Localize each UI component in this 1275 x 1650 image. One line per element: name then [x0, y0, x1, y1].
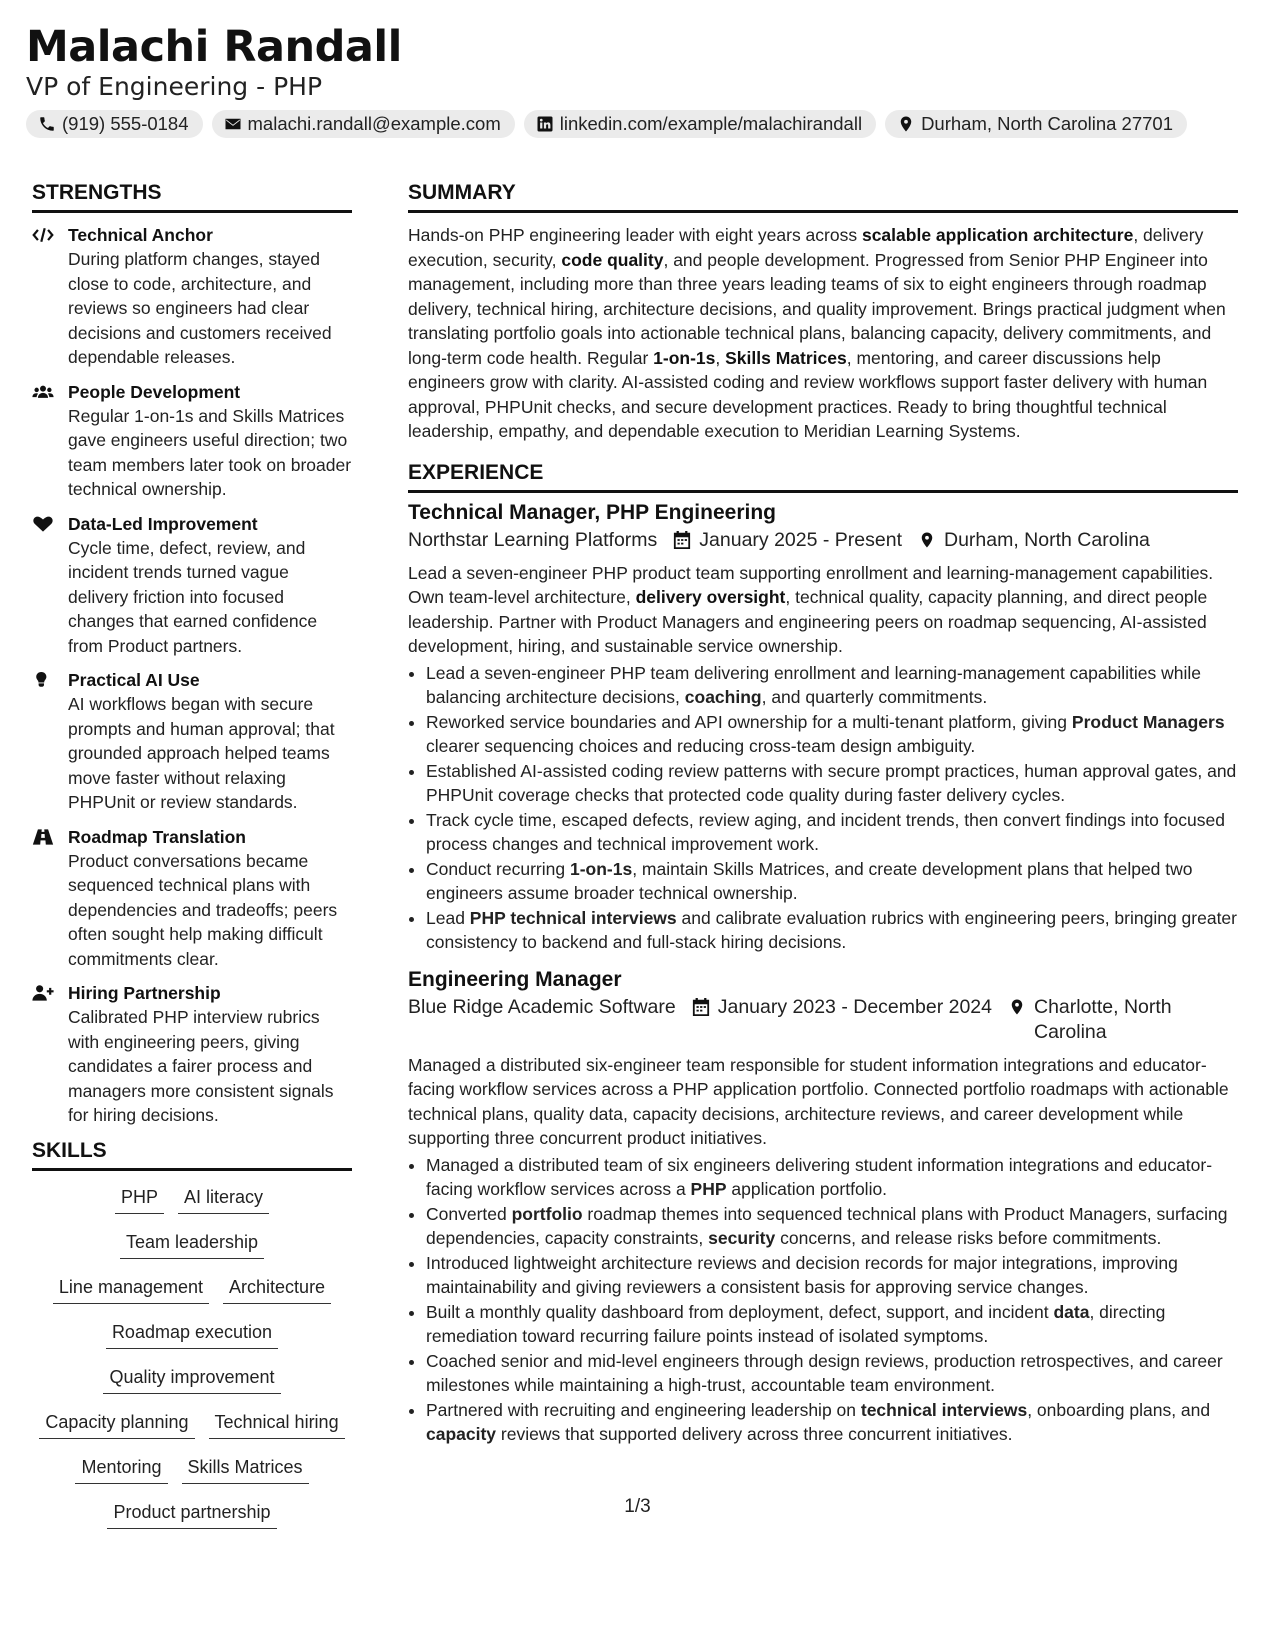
job-description: Managed a distributed six-engineer team responsible for student information integrations and educator-facing workflow services across a PHP application portfolio. Connected portfolio roadmaps with actionable technical plans, quality data, capacity decisions, architecture reviews, and career development while supporting three concurrent product initiatives.	[408, 1054, 1229, 1148]
job-location: Durham, North Carolina	[943, 528, 1150, 551]
job-location: Charlotte, North Carolina	[1033, 995, 1172, 1043]
job-entry	[408, 499, 1238, 954]
job-meta	[408, 528, 1238, 553]
experience-heading: EXPERIENCE	[408, 460, 1238, 493]
strength-title: Roadmap Translation	[68, 826, 246, 847]
job-bullet: • Converted portfolio roadmap themes into sequenced technical plans with Product Managers, surfacing dependencies, capacity constraints, security concerns, and release risks before commitments.	[426, 1202, 1238, 1250]
strength-desc: AI workflows began with secure prompts and human approval; that grounded approach helped teams move faster without relaxing PHPUnit or review standards.	[68, 694, 335, 812]
skill-tag: Quality improvement	[103, 1365, 280, 1394]
map-pin-icon	[897, 115, 915, 133]
strengths-heading: STRENGTHS	[32, 180, 352, 213]
strength-title: Data-Led Improvement	[68, 513, 258, 534]
right-column	[408, 180, 1238, 1447]
user-plus-icon	[32, 984, 54, 1002]
job-bullet: • Conduct recurring 1-on-1s, maintain Skills Matrices, and create development plans that helped two engineers assume broader technical ownership.	[426, 857, 1238, 905]
map-pin-icon	[918, 530, 936, 550]
strength-desc: Regular 1-on-1s and Skills Matrices gave engineers useful direction; two team members later took on broader technical ownership.	[68, 405, 352, 499]
envelope-icon	[224, 115, 242, 133]
skill-tag: Team leadership	[120, 1230, 264, 1259]
job-bullet: • Lead PHP technical interviews and calibrate evaluation rubrics with engineering peers, bringing greater consistency to backend and full-stack hiring decisions.	[426, 906, 1238, 954]
strength-title: People Development	[68, 381, 241, 402]
skill-tag: Mentoring	[75, 1455, 167, 1484]
calendar-icon	[673, 530, 691, 550]
job-company: Blue Ridge Academic Software	[408, 995, 676, 1018]
job-title: Technical Manager, PHP Engineering	[408, 500, 776, 524]
contact-phone-text: (919) 555-0184	[62, 113, 189, 134]
contact-phone[interactable]	[26, 110, 203, 138]
job-bullet: • Track cycle time, escaped defects, review aging, and incident trends, then convert findings into focused process changes and technical improvement work.	[426, 808, 1238, 856]
strength-title: Technical Anchor	[68, 225, 213, 245]
skill-tag: Product partnership	[107, 1500, 276, 1529]
code-icon	[32, 226, 54, 244]
strength-desc: Calibrated PHP interview rubrics with engineering peers, giving candidates a fairer process and managers more consistent signals for hiring decisions.	[68, 1007, 334, 1125]
summary-heading: SUMMARY	[408, 180, 1238, 213]
strength-desc: During platform changes, stayed close to code, architecture, and reviews so engineers had clear decisions and customers received dependable releases.	[68, 249, 332, 367]
summary-text: Hands-on PHP engineering leader with eight years across scalable application architecture, delivery execution, security, code quality, and people development. Progressed from Senior PHP Engineer into management, including more than three years leading teams of six to eight engineers through roadmap delivery, technical hiring, architecture decisions, and quality improvement. Brings practical judgment when translating portfolio goals into actionable technical plans, balancing capacity, delivery commitments, and long-term code health. Regular 1-on-1s, Skills Matrices, mentoring, and career discussions help engineers grow with clarity. AI-assisted coding and review workflows support faster delivery with human approval, PHPUnit checks, and secure development practices. Ready to bring thoughtful technical leadership, empathy, and dependable execution to Meridian Learning Systems.	[408, 225, 1226, 441]
job-meta	[408, 995, 1238, 1045]
job-bullet: • Partnered with recruiting and engineering leadership on technical interviews, onboarding plans, and capacity reviews that supported delivery across three concurrent initiatives.	[426, 1398, 1238, 1446]
contact-linkedin-text: linkedin.com/example/malachirandall	[559, 113, 863, 134]
candidate-title: VP of Engineering - PHP	[26, 72, 323, 101]
contact-bar	[26, 110, 1248, 138]
lightbulb-icon	[32, 671, 54, 689]
skill-tag: Line management	[53, 1275, 209, 1304]
phone-icon	[38, 115, 56, 133]
skills-heading: SKILLS	[32, 1138, 352, 1171]
contact-email[interactable]	[212, 110, 515, 138]
job-company: Northstar Learning Platforms	[408, 528, 658, 551]
strength-title: Practical AI Use	[68, 670, 200, 690]
job-title: Engineering Manager	[408, 967, 622, 991]
skill-tag: PHP	[115, 1185, 164, 1214]
strength-item	[32, 825, 352, 972]
strength-title: Hiring Partnership	[68, 983, 221, 1003]
contact-linkedin[interactable]	[524, 110, 876, 138]
job-bullets	[408, 1153, 1238, 1446]
job-bullet: • Established AI-assisted coding review patterns with secure prompt practices, human approval gates, and PHPUnit coverage checks that protected code quality during faster delivery cycles.	[426, 759, 1238, 807]
strength-item	[32, 380, 352, 502]
job-dates: January 2023 - December 2024	[717, 995, 992, 1018]
map-pin-icon	[1008, 997, 1026, 1017]
job-bullet: • Coached senior and mid-level engineers through design reviews, production retrospectives, and career milestones while maintaining a high-trust, accountable team environment.	[426, 1349, 1238, 1397]
contact-location[interactable]	[885, 110, 1187, 138]
job-bullet: • Built a monthly quality dashboard from deployment, defect, support, and incident data, directing remediation toward recurring failure points instead of isolated symptoms.	[426, 1300, 1238, 1348]
strength-desc: Cycle time, defect, review, and incident trends turned vague delivery friction into focused changes that earned confidence from Product partners.	[68, 537, 318, 656]
linkedin-icon	[536, 115, 554, 133]
job-dates: January 2025 - Present	[699, 528, 902, 551]
job-description: Lead a seven-engineer PHP product team supporting enrollment and learning-management capabilities. Own team-level architecture, delivery oversight, technical quality, capacity planning, and direct people leadership. Partner with Product Managers and engineering peers on roadmap sequencing, AI-assisted development, hiring, and sustainable service ownership.	[408, 562, 1214, 656]
strength-item	[32, 512, 352, 659]
job-bullet: • Managed a distributed team of six engineers delivering student information integrations and educator-facing workflow services across a PHP application portfolio.	[426, 1153, 1238, 1201]
skill-tag: Technical hiring	[209, 1410, 345, 1439]
job-bullet: • Introduced lightweight architecture reviews and decision records for major integrations, improving maintainability and giving reviewers a consistent basis for approving service changes.	[426, 1251, 1238, 1299]
job-bullet: • Reworked service boundaries and API ownership for a multi-tenant platform, giving Product Managers clearer sequencing choices and reducing cross-team design ambiguity.	[426, 710, 1238, 758]
contact-email-text: malachi.randall@example.com	[247, 113, 501, 134]
candidate-name: Malachi Randall	[26, 22, 402, 72]
users-icon	[32, 383, 54, 401]
strength-desc: Product conversations became sequenced technical plans with dependencies and tradeoffs; peers often sought help making difficult commitments clear.	[68, 850, 338, 969]
strength-item	[32, 981, 352, 1128]
job-bullets	[408, 661, 1238, 954]
strength-item	[32, 668, 352, 815]
skill-tag: Capacity planning	[39, 1410, 194, 1439]
skill-tag: Architecture	[223, 1275, 331, 1304]
left-column	[32, 180, 352, 1529]
heart-icon	[32, 515, 54, 533]
skill-tag: Skills Matrices	[182, 1455, 309, 1484]
page-number: 1/3	[624, 1496, 651, 1517]
skill-tag: Roadmap execution	[106, 1320, 278, 1349]
calendar-icon	[692, 997, 710, 1017]
job-entry	[408, 966, 1238, 1446]
skill-tag: AI literacy	[178, 1185, 269, 1214]
strength-item	[32, 223, 352, 370]
job-bullet: • Lead a seven-engineer PHP team delivering enrollment and learning-management capabilities while balancing architecture decisions, coaching, and quarterly commitments.	[426, 661, 1238, 709]
road-icon	[32, 828, 54, 846]
skills-list	[32, 1185, 352, 1529]
contact-location-text: Durham, North Carolina 27701	[921, 113, 1173, 134]
